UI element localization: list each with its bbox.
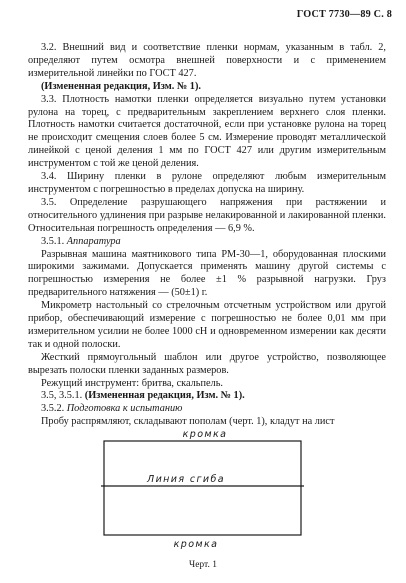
paragraph-3-2: 3.2. Внешний вид и соответствие пленки нормам, указанным в табл. 2, определяют путем осмотра внешней поверхности и с применением измерительной линейки по ГОСТ 427. (28, 42, 386, 79)
amendment-note-1: (Измененная редакция, Изм. № 1). (41, 80, 201, 92)
figure-caption: Черт. 1 (189, 560, 217, 570)
page-header: ГОСТ 7730—89 С. 8 (296, 9, 392, 20)
paragraph-cutting-tool: Режущий инструмент: бритва, скальпель. (41, 377, 223, 389)
amendment-text: (Измененная редакция, Изм. № 1). (84, 390, 245, 402)
paragraph-template: Жесткий прямоугольный шаблон или другое устройство, позволяющее вырезать полоски пленки заданных размеров. (28, 351, 386, 376)
paragraph-preparation: Пробу распрямляют, складывают пополам (черт. 1), кладут на лист (41, 416, 335, 428)
bottom-edge-label: кромка (173, 539, 219, 550)
top-edge-label: кромка (182, 429, 228, 440)
section-title: Аппаратура (66, 235, 121, 247)
section-number: 3.5.2. (41, 403, 65, 415)
paragraph-micrometer: Микрометр настольный со стрелочным отсчетным устройством или другой прибор, обеспечивающий измерение с погрешностью не более 0,01 мм при измерительном усилии не более 1000 сН и одновременном измерении как десяти так и одной полоски. (28, 300, 386, 350)
section-title: Подготовка к испытанию (66, 403, 183, 415)
paragraph-machine: Разрывная машина маятникового типа РМ-30—1, оборудованная плоскими широкими зажимами. Допускается применять машину другой системы с погрешностью измерения не более ±1 % разрывной нагрузки. Груз предварительного натяжения — (50±1) г. (28, 248, 386, 299)
section-number: 3.5, 3.5.1. (41, 390, 83, 402)
fold-line-label: Линия сгиба (147, 474, 225, 485)
paragraph-3-3: 3.3. Плотность намотки пленки определяется визуально путем установки рулона на торец, с предварительным закреплением верхнего слоя пленки. Плотность намотки считается достаточной, если при установке рулона на торец не происходит смещения слоев более 5 см. Измерение проводят металлической линейкой с ценой деления 1 мм по ГОСТ 427 или другим измерительным инструментом с той же ценой деления. (28, 93, 386, 170)
paragraph-3-5: 3.5. Определение разрушающего напряжения при растяжении и относительного удлинения при разрыве нелакированной и лакированной пленки. Относительная погрешность определения — 6,9 %. (28, 196, 386, 234)
paragraph-3-4: 3.4. Ширину пленки в рулоне определяют любым измерительным инструментом с погрешностью в пределах допуска на ширину. (28, 171, 386, 195)
section-number: 3.5.1. (41, 235, 65, 247)
sample-outline (104, 441, 301, 535)
